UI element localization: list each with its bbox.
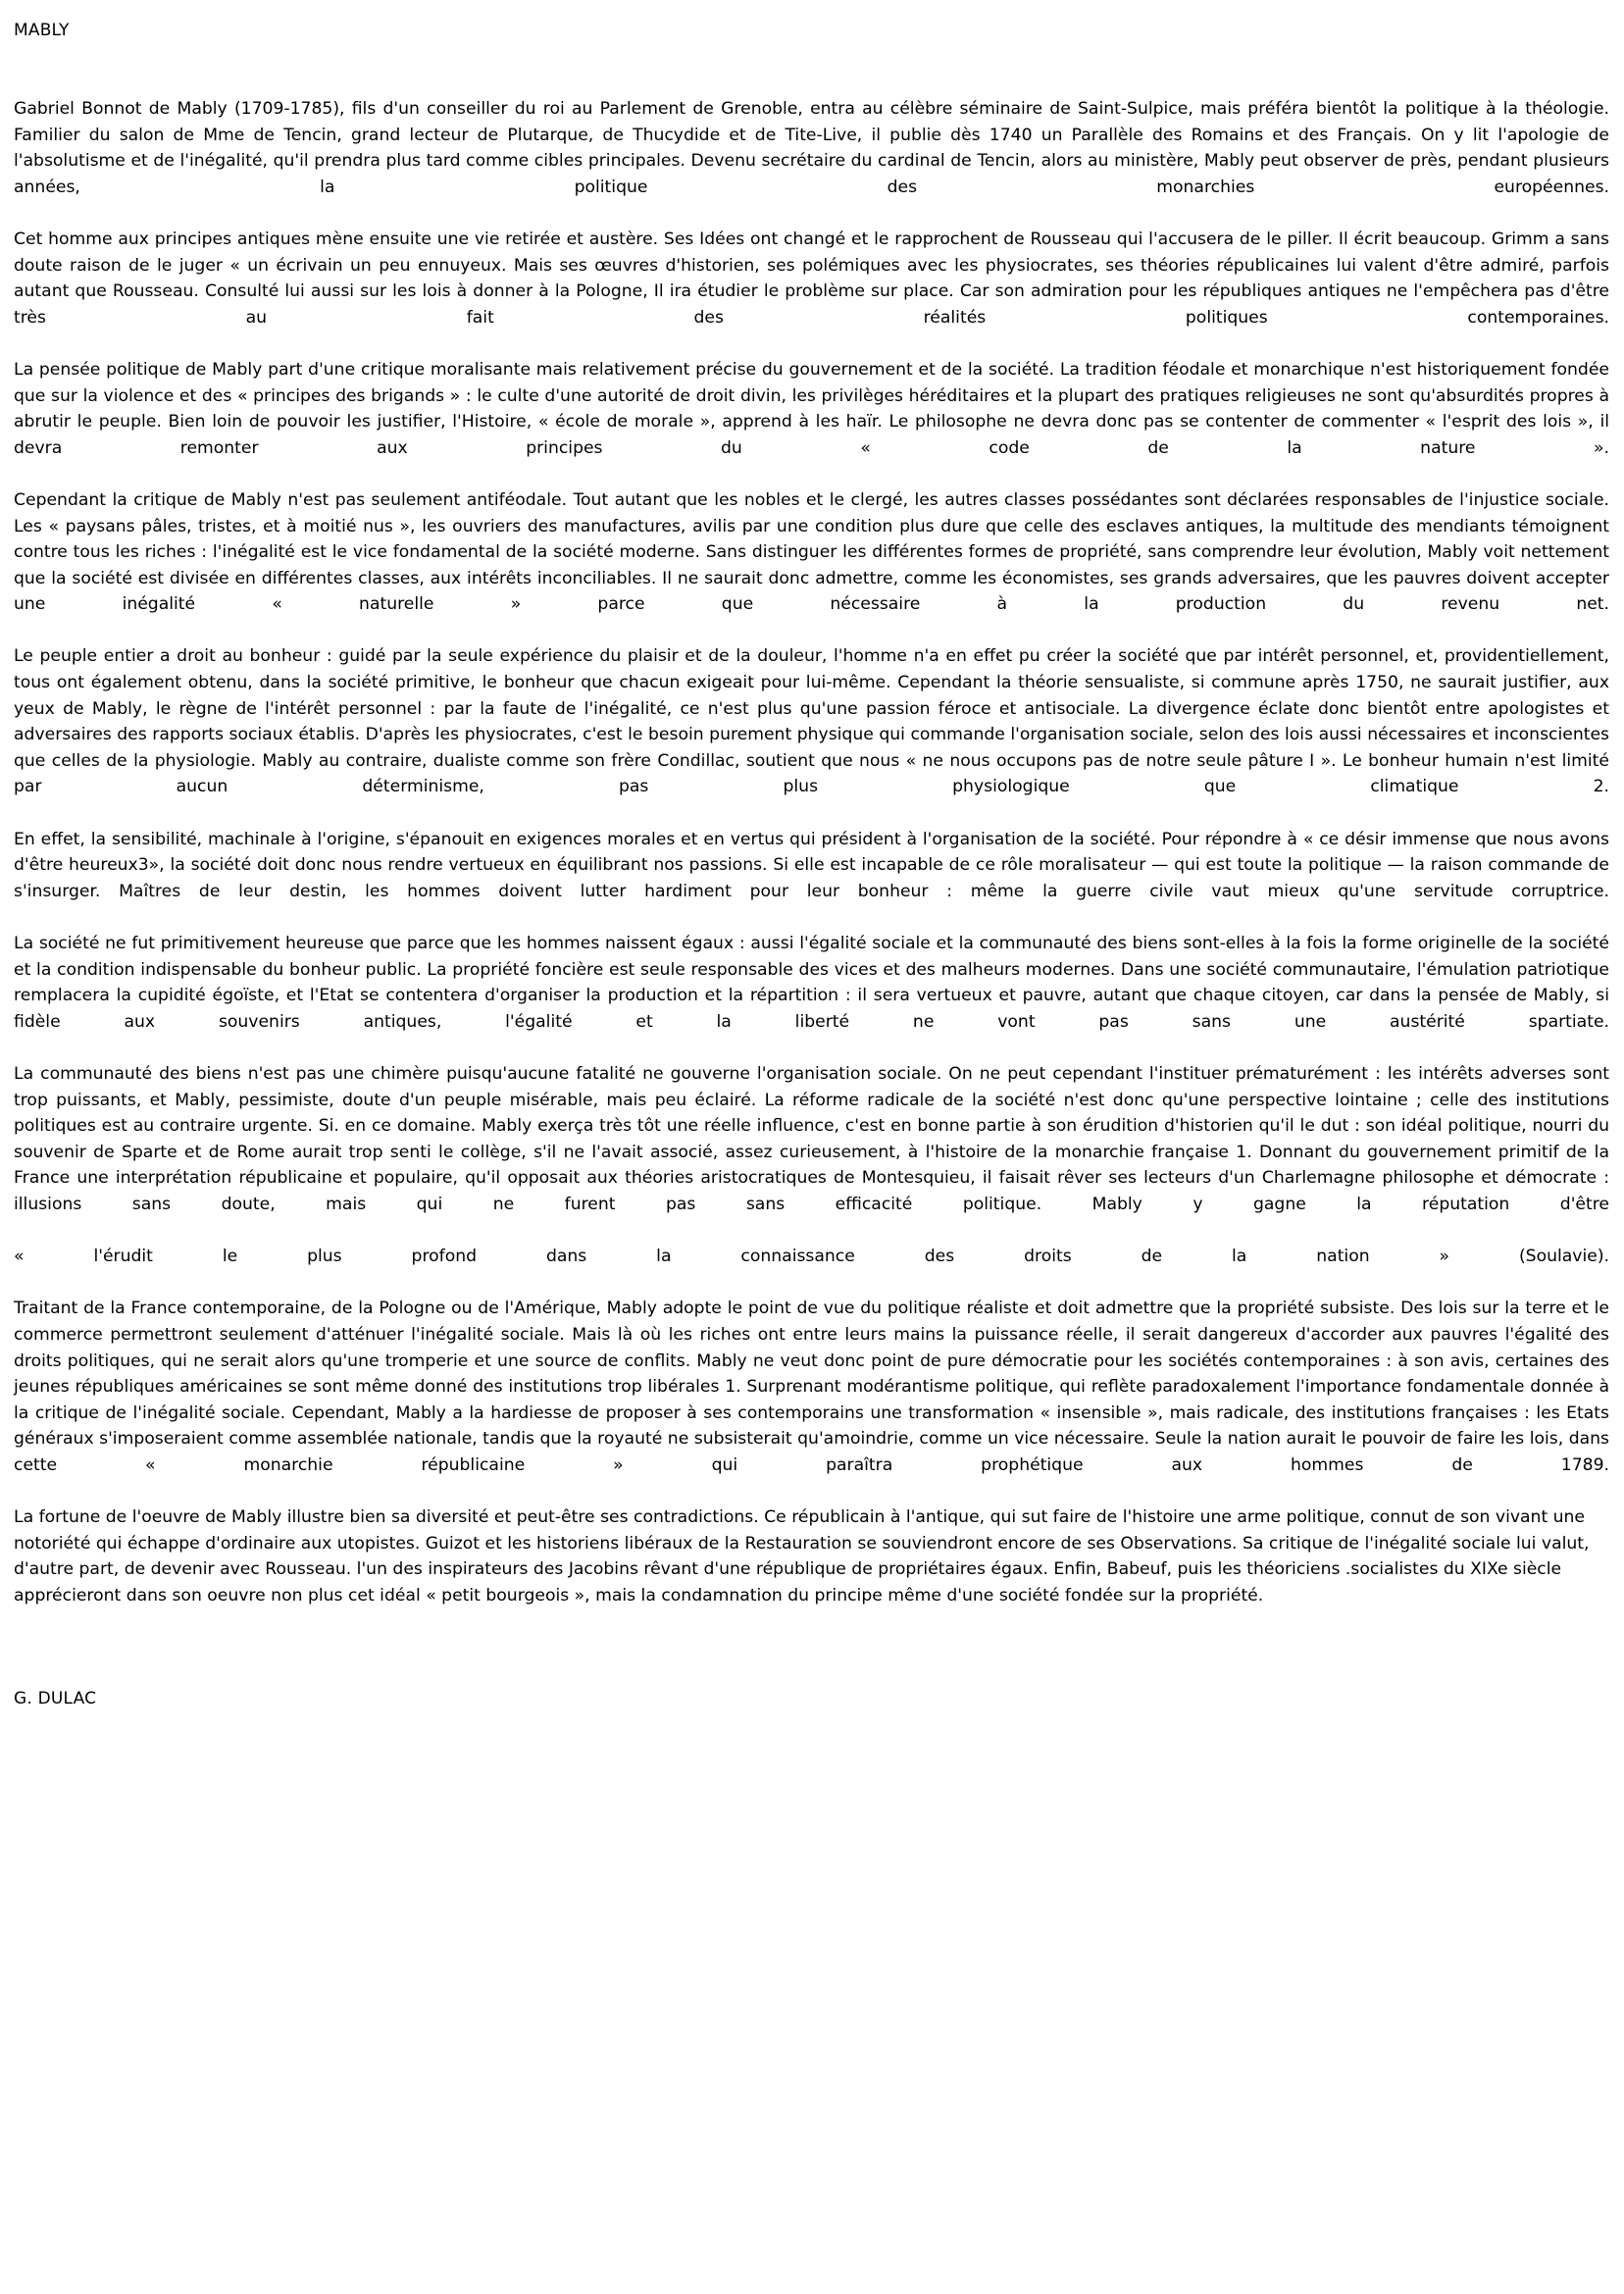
paragraph: Cet homme aux principes antiques mène ensuite une vie retirée et austère. Ses Idées ont changé et le rapprochent de Rousseau qui l'accusera de le piller. Il écrit beaucoup. Grimm a sans doute raison de le juger « un écrivain un peu ennuyeux. Mais ses œuvres d'historien, ses polémiques avec les physiocrates, ses théories républicaines lui valent d'être admiré, parfois autant que Rousseau. Consulté lui aussi sur les lois à donner à la Pologne, Il ira étudier le problème sur place. Car son admiration pour les républiques antiques ne l'empêchera pas d'être très au fait des réalités politiques contemporaines. xyxy=(14,229,1609,328)
paragraph: « l'érudit le plus profond dans la connaissance des droits de la nation » (Soulavie). xyxy=(14,1247,1609,1267)
paragraph: Gabriel Bonnot de Mably (1709-1785), fils d'un conseiller du roi au Parlement de Grenoble, entra au célèbre séminaire de Saint-Sulpice, mais préféra bientôt la politique à la théologie. Familier du salon de Mme de Tencin, grand lecteur de Plutarque, de Thucydide et de Tite-Live, il publie dès 1740 un Parallèle des Romains et des Français. On y lit l'apologie de l'absolutisme et de l'inégalité, qu'il prendra plus tard comme cibles principales. Devenu secrétaire du cardinal de Tencin, alors au ministère, Mably peut observer de près, pendant plusieurs années, la politique des monarchies européennes. xyxy=(14,99,1609,197)
page-title: MABLY xyxy=(14,21,70,40)
paragraph: Traitant de la France contemporaine, de la Pologne ou de l'Amérique, Mably adopte le point de vue du politique réaliste et doit admettre que la propriété subsiste. Des lois sur la terre et le commerce permettront seulement d'atténuer l'inégalité sociale. Mais là où les riches ont entre leurs mains la puissance réelle, il serait dangereux d'accorder aux pauvres l'égalité des droits politiques, qui ne serait alors qu'une tromperie et une source de conflits. Mably ne veut donc point de pure démocratie pour les sociétés contemporaines : à son avis, certaines des jeunes républiques américaines se sont même donné des institutions trop libérales 1. Surprenant modérantisme politique, qui reflète paradoxalement l'importance fondamentale donnée à la critique de l'inégalité sociale. Cependant, Mably a la hardiesse de proposer à ses contemporains une transformation « insensible », mais radicale, des institutions françaises : les Etats généraux s'imposeraient comme assemblée nationale, tandis que la royauté ne subsisterait qu'amoindrie, comme un vice nécessaire. Seule la nation aurait le pouvoir de faire les lois, dans cette « monarchie républicaine » qui paraîtra prophétique aux hommes de 1789. xyxy=(14,1299,1609,1475)
paragraph: La fortune de l'oeuvre de Mably illustre bien sa diversité et peut-être ses contradictions. Ce républicain à l'antique, qui sut faire de l'histoire une arme politique, connut de son vivant une notoriété qui échappe d'ordinaire aux utopistes. Guizot et les historiens libéraux de la Restauration se souviendront encore de ses Observations. Sa critique de l'inégalité sociale lui valut, d'autre part, de devenir avec Rousseau. l'un des inspirateurs des Jacobins rêvant d'une république de propriétaires égaux. Enfin, Babeuf, puis les théoriciens .socialistes du XIXe siècle apprécieront dans son oeuvre non plus cet idéal « petit bourgeois », mais la condamnation du principe même d'une société fondée sur la propriété. xyxy=(14,1507,1590,1606)
signature-spacer xyxy=(14,1635,1609,1686)
author-signature: G. DULAC xyxy=(14,1689,97,1709)
document-body xyxy=(14,96,1609,1635)
paragraph: Cependant la critique de Mably n'est pas seulement antiféodale. Tout autant que les nobles et le clergé, les autres classes possédantes sont déclarées responsables de l'injustice sociale. Les « paysans pâles, tristes, et à moitié nus », les ouvriers des manufactures, avilis par une condition plus dure que celle des esclaves antiques, la multitude des mendiants témoignent contre tous les riches : l'inégalité est le vice fondamental de la société moderne. Sans distinguer les différentes formes de propriété, sans comprendre leur évolution, Mably voit nettement que la société est divisée en différentes classes, aux intérêts inconciliables. Il ne saurait donc admettre, comme les économistes, ses grands adversaires, que les pauvres doivent accepter une inégalité « naturelle » parce que nécessaire à la production du revenu net. xyxy=(14,489,1609,615)
paragraph: La pensée politique de Mably part d'une critique moralisante mais relativement précise du gouvernement et de la société. La tradition féodale et monarchique n'est historiquement fondée que sur la violence et des « principes des brigands » : le culte d'une autorité de droit divin, les privilèges héréditaires et la plupart des pratiques religieuses ne sont qu'absurdités propres à abrutir le peuple. Bien loin de pouvoir les justifier, l'Histoire, « école de morale », apprend à les haïr. Le philosophe ne devra donc pas se contenter de commenter « l'esprit des lois », il devra remonter aux principes du « code de la nature ». xyxy=(14,359,1609,458)
header-spacer xyxy=(14,44,1609,96)
paragraph: La communauté des biens n'est pas une chimère puisqu'aucune fatalité ne gouverne l'organisation sociale. On ne peut cependant l'instituer prématurément : les intérêts adverses sont trop puissants, et Mably, pessimiste, doute d'un peuple misérable, mais peu éclairé. La réforme radicale de la société n'est donc qu'une perspective lointaine ; celle des institutions politiques est au contraire urgente. Si. en ce domaine. Mably exerça très tôt une réelle influence, c'est en bonne partie à son érudition d'historien qu'il le dut : son idéal politique, nourri du souvenir de Sparte et de Rome aurait trop senti le collège, s'il ne l'avait associé, assez curieusement, à l'histoire de la monarchie française 1. Donnant du gouvernement primitif de la France une interprétation républicaine et populaire, qu'il opposait aux théories aristocratiques de Montesquieu, il faisait rêver ses lecteurs d'un Charlemagne philosophe et démocrate : illusions sans doute, mais qui ne furent pas sans efficacité politique. Mably y gagne la réputation d'être xyxy=(14,1063,1609,1214)
paragraph: La société ne fut primitivement heureuse que parce que les hommes naissent égaux : aussi l'égalité sociale et la communauté des biens sont-elles à la fois la forme originelle de la société et la condition indispensable du bonheur public. La propriété foncière est seule responsable des vices et des malheurs modernes. Dans une société communautaire, l'émulation patriotique remplacera la cupidité égoïste, et l'Etat se contentera d'organiser la production et la répartition : il sera vertueux et pauvre, autant que chaque citoyen, car dans la pensée de Mably, si fidèle aux souvenirs antiques, l'égalité et la liberté ne vont pas sans une austérité spartiate. xyxy=(14,934,1609,1032)
paragraph: Le peuple entier a droit au bonheur : guidé par la seule expérience du plaisir et de la douleur, l'homme n'a en effet pu créer la société que par intérêt personnel, et, providentiellement, tous ont également obtenu, dans la société primitive, le bonheur que chacun exigeait pour lui-même. Cependant la théorie sensualiste, si commune après 1750, ne saurait justifier, aux yeux de Mably, le règne de l'intérêt personnel : par la faute de l'inégalité, ce n'est plus qu'une passion féroce et antisociale. La divergence éclate donc bientôt entre apologistes et adversaires des rapports sociaux établis. D'après les physiocrates, c'est le besoin purement physique qui commande l'organisation sociale, selon des lois aussi nécessaires et inconscientes que celles de la physiologie. Mably au contraire, dualiste comme son frère Condillac, soutient que nous « ne nous occupons pas de notre seule pâture I ». Le bonheur humain n'est limité par aucun déterminisme, pas plus physiologique que climatique 2. xyxy=(14,646,1609,797)
paragraph: En effet, la sensibilité, machinale à l'origine, s'épanouit en exigences morales et en vertus qui président à l'organisation de la société. Pour répondre à « ce désir immense que nous avons d'être heureux3», la société doit donc nous rendre vertueux en équilibrant nos passions. Si elle est incapable de ce rôle moralisateur — qui est toute la politique — la raison commande de s'insurger. Maîtres de leur destin, les hommes doivent lutter hardiment pour leur bonheur : même la guerre civile vaut mieux qu'une servitude corruptrice. xyxy=(14,829,1609,901)
